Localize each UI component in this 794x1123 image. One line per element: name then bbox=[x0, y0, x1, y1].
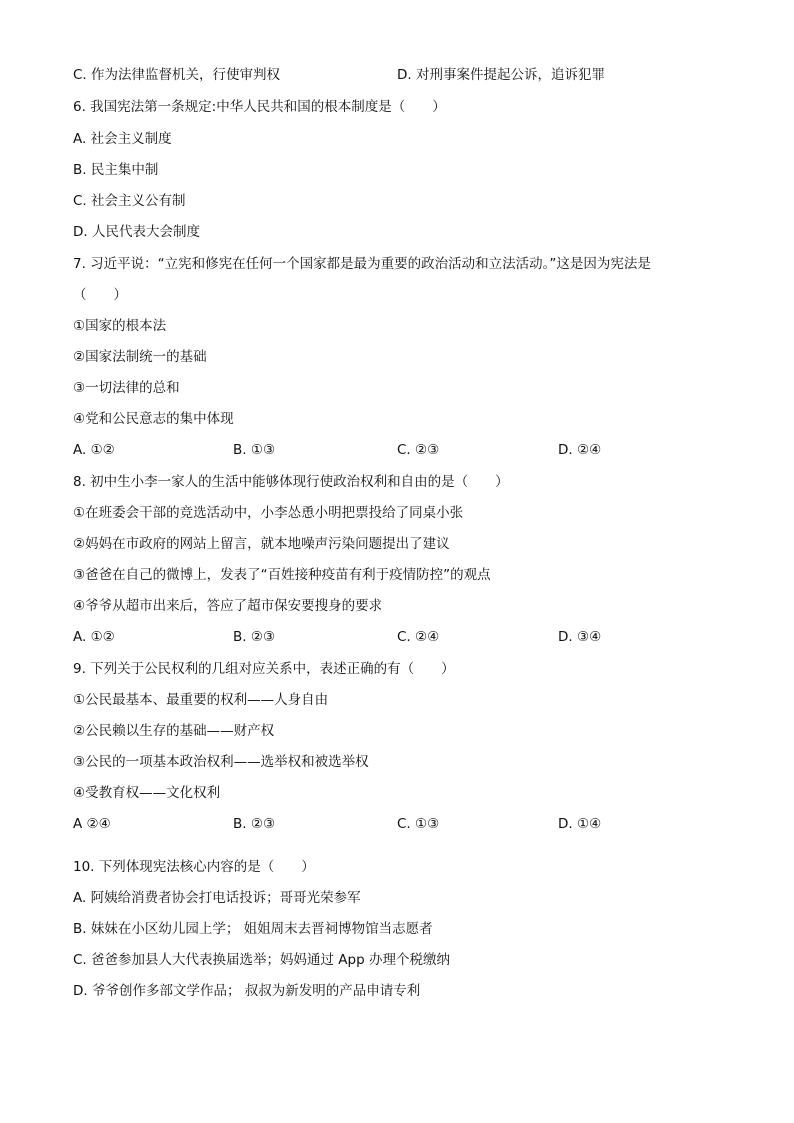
q7-stem: 7. 习近平说：“立宪和修宪在任何一个国家都是最为重要的政治活动和立法活动。”这是因为宪法是 bbox=[73, 256, 651, 272]
q5-option-c: C. 作为法律监督机关，行使审判权 bbox=[73, 67, 281, 83]
q8-option-b: B. ②③ bbox=[233, 629, 276, 645]
q9-item-1: ①公民最基本、最重要的权利——人身自由 bbox=[73, 692, 329, 708]
q7-item-1: ①国家的根本法 bbox=[73, 318, 167, 334]
q9-option-b: B. ②③ bbox=[233, 816, 276, 832]
q5-option-d: D. 对刑事案件提起公诉，追诉犯罪 bbox=[397, 67, 605, 83]
q9-item-2: ②公民赖以生存的基础——财产权 bbox=[73, 723, 275, 739]
q6-option-a: A. 社会主义制度 bbox=[73, 131, 172, 147]
q8-option-a: A. ①② bbox=[73, 629, 115, 645]
q7-item-4: ④党和公民意志的集中体现 bbox=[73, 411, 234, 427]
q9-option-c: C. ①③ bbox=[397, 816, 440, 832]
q7-stem-cont: （ ） bbox=[73, 287, 127, 303]
q7-option-b: B. ①③ bbox=[233, 442, 276, 458]
q8-item-2: ②妈妈在市政府的网站上留言，就本地噪声污染问题提出了建议 bbox=[73, 536, 450, 552]
q7-option-a: A. ①② bbox=[73, 442, 115, 458]
q8-item-4: ④爷爷从超市出来后，答应了超市保安要搜身的要求 bbox=[73, 598, 383, 614]
q10-option-a: A. 阿姨给消费者协会打电话投诉；哥哥光荣参军 bbox=[73, 890, 361, 906]
q8-option-c: C. ②④ bbox=[397, 629, 440, 645]
q7-item-3: ③一切法律的总和 bbox=[73, 380, 180, 396]
q10-option-b: B. 妹妹在小区幼儿园上学； 姐姐周末去晋祠博物馆当志愿者 bbox=[73, 921, 433, 937]
q9-option-d: D. ①④ bbox=[558, 816, 602, 832]
q10-option-d: D. 爷爷创作多部文学作品； 叔叔为新发明的产品申请专利 bbox=[73, 983, 421, 999]
q10-stem: 10. 下列体现宪法核心内容的是（ ） bbox=[73, 859, 315, 875]
q7-option-d: D. ②④ bbox=[558, 442, 602, 458]
q6-stem: 6. 我国宪法第一条规定:中华人民共和国的根本制度是（ ） bbox=[73, 99, 446, 115]
q7-item-2: ②国家法制统一的基础 bbox=[73, 349, 207, 365]
q8-item-1: ①在班委会干部的竞选活动中，小李怂恿小明把票投给了同桌小张 bbox=[73, 505, 464, 521]
q10-option-c: C. 爸爸参加县人大代表换届选举；妈妈通过 App 办理个税缴纳 bbox=[73, 952, 450, 968]
q9-option-a: A ②④ bbox=[73, 816, 111, 832]
q8-item-3: ③爸爸在自己的微博上，发表了“百姓接种疫苗有利于疫情防控”的观点 bbox=[73, 567, 491, 583]
q9-item-4: ④受教育权——文化权利 bbox=[73, 785, 221, 801]
q8-option-d: D. ③④ bbox=[558, 629, 602, 645]
q6-option-c: C. 社会主义公有制 bbox=[73, 193, 186, 209]
q9-item-3: ③公民的一项基本政治权利——选举权和被选举权 bbox=[73, 754, 369, 770]
q7-option-c: C. ②③ bbox=[397, 442, 440, 458]
q6-option-b: B. 民主集中制 bbox=[73, 162, 159, 178]
q9-stem: 9. 下列关于公民权利的几组对应关系中，表述正确的有（ ） bbox=[73, 661, 455, 677]
q8-stem: 8. 初中生小李一家人的生活中能够体现行使政治权利和自由的是（ ） bbox=[73, 474, 509, 490]
q6-option-d: D. 人民代表大会制度 bbox=[73, 224, 200, 240]
